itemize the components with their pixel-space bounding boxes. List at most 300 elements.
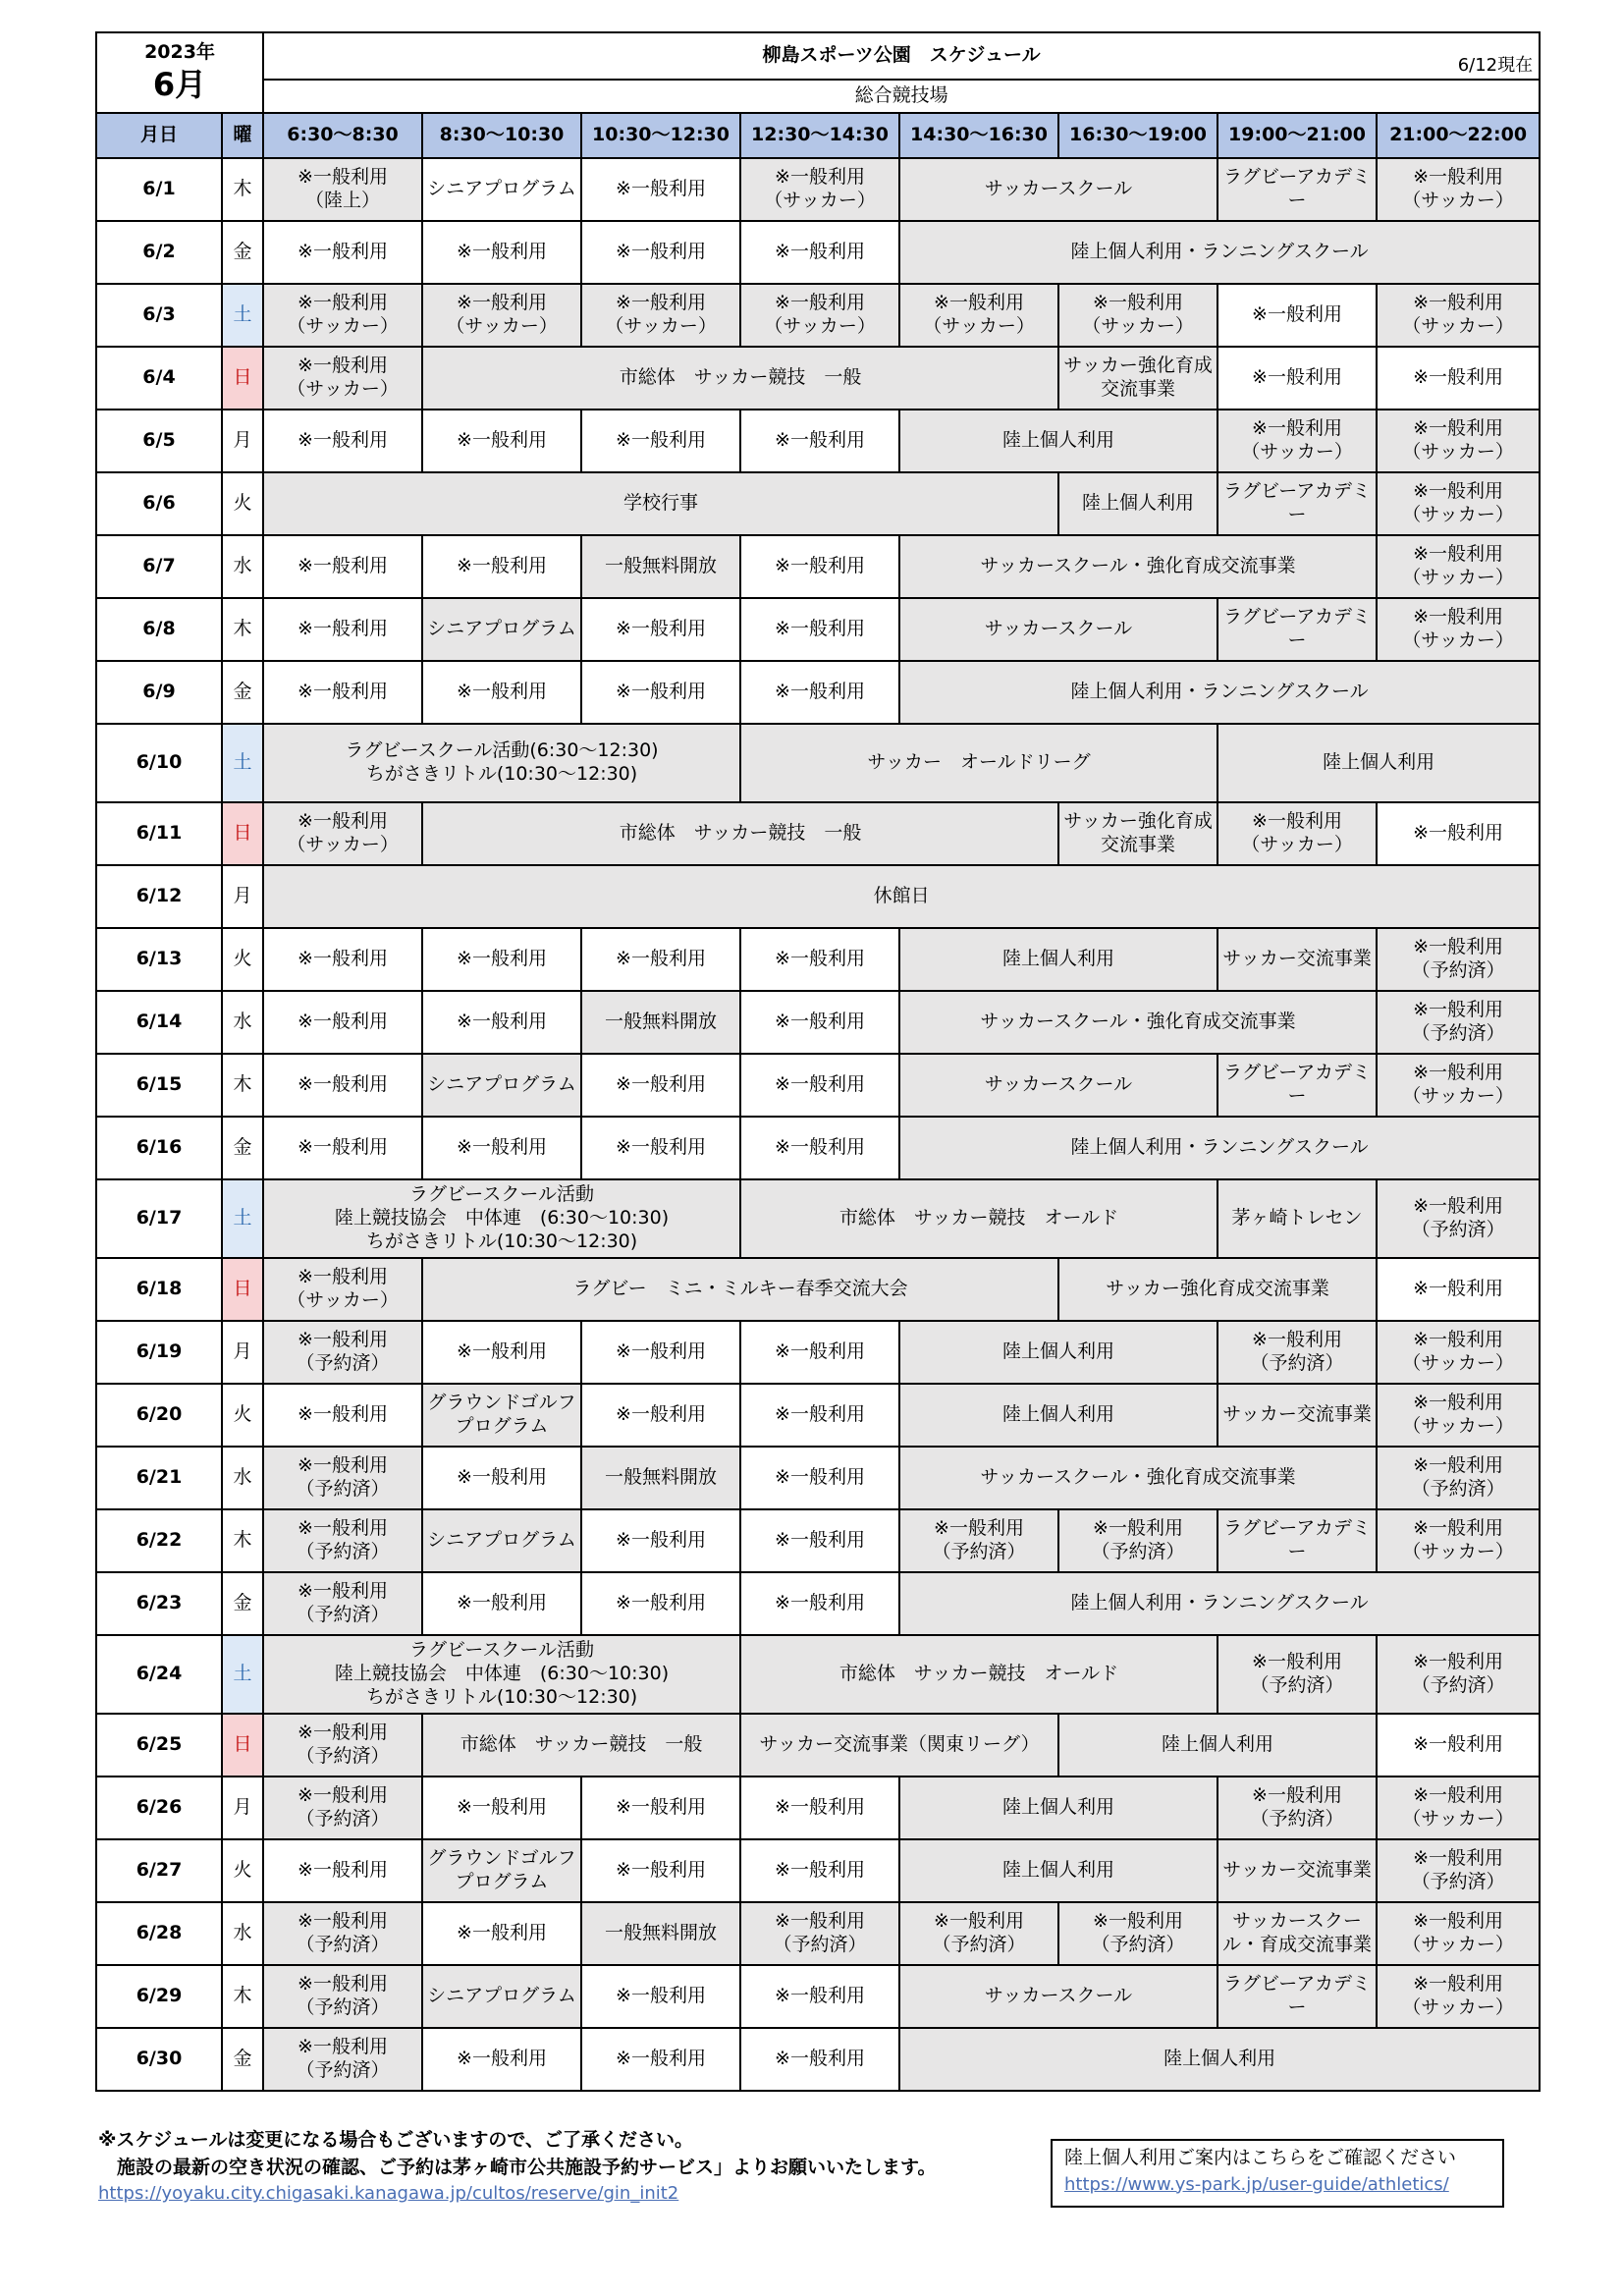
schedule-cell bbox=[740, 1321, 899, 1384]
schedule-cell-text: ※一般利用 （サッカー） bbox=[1402, 417, 1514, 463]
schedule-cell-text: ※一般利用 （サッカー） bbox=[1402, 292, 1514, 337]
schedule-cell-text: ※一般利用 （サッカー） bbox=[1402, 166, 1514, 211]
schedule-cell-text: サッカー交流事業 bbox=[1222, 1403, 1372, 1426]
schedule-cell bbox=[581, 1117, 740, 1179]
schedule-cell bbox=[581, 991, 740, 1054]
schedule-cell bbox=[422, 1117, 581, 1179]
schedule-cell-text: ラグビーアカデミー bbox=[1222, 480, 1372, 525]
schedule-cell-text: ※一般利用 bbox=[616, 681, 706, 703]
schedule-cell bbox=[1377, 1179, 1540, 1258]
schedule-cell-text: ※一般利用 bbox=[775, 1529, 865, 1552]
schedule-cell-text: 市総体 サッカー競技 オールド bbox=[839, 1663, 1119, 1685]
schedule-cell bbox=[1217, 1509, 1377, 1572]
schedule-cell-text: ラグビースクール活動 陸上競技協会 中体連 (6:30～10:30) ちがさきリトル(10:30～12:30) bbox=[334, 1183, 670, 1252]
schedule-cell-text: ※一般利用 bbox=[1413, 366, 1504, 389]
schedule-cell-text: ※一般利用 （予約済） bbox=[1411, 1847, 1505, 1892]
row-date: 6/6 bbox=[96, 472, 222, 535]
schedule-cell-text: ※一般利用 （サッカー） bbox=[1241, 417, 1353, 463]
schedule-cell-text: ※一般利用 bbox=[457, 1466, 547, 1489]
schedule-cell-text: ※一般利用 （サッカー） bbox=[764, 292, 876, 337]
schedule-cell bbox=[1377, 598, 1540, 661]
schedule-cell bbox=[422, 661, 581, 724]
schedule-cell bbox=[1058, 472, 1217, 535]
schedule-cell bbox=[1377, 1509, 1540, 1572]
schedule-cell-text: ※一般利用 bbox=[298, 429, 388, 452]
row-date: 6/30 bbox=[96, 2028, 222, 2091]
schedule-cell bbox=[263, 1054, 422, 1117]
schedule-cell bbox=[263, 535, 422, 598]
schedule-cell-text: ※一般利用 bbox=[1252, 366, 1342, 389]
schedule-cell-text: サッカースクール bbox=[984, 618, 1133, 640]
schedule-cell-text: ※一般利用 （予約済） bbox=[296, 1517, 390, 1562]
schedule-cell bbox=[1217, 1777, 1377, 1839]
schedule-cell bbox=[1217, 284, 1377, 347]
schedule-row bbox=[96, 802, 1540, 865]
schedule-cell-text: シニアプログラム bbox=[427, 1985, 576, 2007]
schedule-cell bbox=[422, 1965, 581, 2028]
schedule-cell-text: 市総体 サッカー競技 一般 bbox=[460, 1733, 703, 1756]
row-day-of-week: 水 bbox=[222, 991, 263, 1054]
schedule-cell-text: ※一般利用 bbox=[775, 1136, 865, 1159]
schedule-cell-text: サッカースクール bbox=[984, 1985, 1133, 2007]
schedule-cell-text: ※一般利用 （予約済） bbox=[296, 1722, 390, 1767]
as-of-label: 6/12現在 bbox=[1457, 54, 1534, 76]
schedule-cell-text: サッカー強化育成交流事業 bbox=[1063, 810, 1213, 855]
time-slot-header: 10:30～12:30 bbox=[581, 113, 740, 158]
schedule-cell bbox=[263, 1777, 422, 1839]
row-date: 6/13 bbox=[96, 928, 222, 991]
schedule-cell bbox=[1377, 1258, 1540, 1321]
schedule-cell bbox=[422, 1054, 581, 1117]
schedule-cell bbox=[581, 1054, 740, 1117]
schedule-cell bbox=[1377, 991, 1540, 1054]
schedule-cell bbox=[263, 347, 422, 410]
schedule-cell bbox=[899, 1902, 1058, 1965]
row-date: 6/18 bbox=[96, 1258, 222, 1321]
schedule-cell-text: 陸上個人利用 bbox=[1002, 1796, 1115, 1819]
schedule-cell-text: 陸上個人利用 bbox=[1002, 429, 1115, 452]
schedule-cell-text: 陸上個人利用 bbox=[1002, 1403, 1115, 1426]
schedule-cell bbox=[263, 410, 422, 472]
schedule-cell bbox=[263, 1965, 422, 2028]
time-slot-header: 8:30～10:30 bbox=[422, 113, 581, 158]
schedule-cell-text: ※一般利用 bbox=[298, 1136, 388, 1159]
schedule-cell bbox=[422, 1902, 581, 1965]
schedule-cell-text: ※一般利用 bbox=[1413, 822, 1504, 845]
schedule-row bbox=[96, 1179, 1540, 1258]
schedule-cell-text: ラグビースクール活動(6:30～12:30) ちがさきリトル(10:30～12:30) bbox=[345, 739, 659, 785]
schedule-cell bbox=[263, 1447, 422, 1509]
schedule-cell-text: ※一般利用 （サッカー） bbox=[1082, 292, 1194, 337]
schedule-cell-text: ※一般利用 （予約済） bbox=[296, 1973, 390, 2018]
athletics-info-box bbox=[1051, 2139, 1504, 2208]
schedule-cell bbox=[581, 598, 740, 661]
row-day-of-week: 木 bbox=[222, 1054, 263, 1117]
schedule-cell bbox=[1377, 347, 1540, 410]
schedule-cell-text: ※一般利用 （予約済） bbox=[1411, 1651, 1505, 1696]
schedule-cell-text: シニアプログラム bbox=[427, 1529, 576, 1552]
schedule-cell-text: サッカースクール bbox=[984, 1073, 1133, 1096]
schedule-cell-text: サッカースクール bbox=[984, 178, 1133, 200]
schedule-cell bbox=[581, 1572, 740, 1635]
schedule-cell bbox=[263, 1509, 422, 1572]
schedule-cell-text: ※一般利用 （サッカー） bbox=[287, 355, 399, 400]
schedule-cell-text: 一般無料開放 bbox=[605, 1922, 718, 1944]
schedule-cell-text: ※一般利用 （陸上） bbox=[298, 166, 388, 211]
schedule-cell bbox=[899, 1384, 1217, 1447]
schedule-cell-text: ラグビーアカデミー bbox=[1222, 1062, 1372, 1107]
schedule-cell bbox=[1377, 1839, 1540, 1902]
time-slot-header: 14:30～16:30 bbox=[899, 113, 1058, 158]
schedule-cell-text: ※一般利用 （サッカー） bbox=[287, 1266, 399, 1311]
schedule-cell bbox=[581, 1384, 740, 1447]
month-cell bbox=[96, 32, 263, 113]
schedule-cell bbox=[263, 284, 422, 347]
row-day-of-week: 木 bbox=[222, 158, 263, 221]
schedule-cell bbox=[740, 928, 899, 991]
schedule-cell-text: ※一般利用 bbox=[457, 681, 547, 703]
schedule-cell-text: ※一般利用 （予約済） bbox=[296, 1454, 390, 1500]
schedule-cell bbox=[1377, 472, 1540, 535]
schedule-cell-text: 休館日 bbox=[873, 885, 930, 907]
schedule-cell-text: ※一般利用 bbox=[298, 1073, 388, 1096]
schedule-cell-text: 陸上個人利用・ランニングスクール bbox=[1070, 1592, 1369, 1614]
schedule-cell-text: ※一般利用 bbox=[298, 948, 388, 970]
schedule-cell-text: シニアプログラム bbox=[427, 618, 576, 640]
schedule-cell bbox=[740, 598, 899, 661]
schedule-cell-text: ※一般利用 bbox=[616, 1529, 706, 1552]
schedule-row bbox=[96, 1902, 1540, 1965]
schedule-cell-text: ※一般利用 bbox=[457, 241, 547, 263]
schedule-cell bbox=[1058, 284, 1217, 347]
row-date: 6/15 bbox=[96, 1054, 222, 1117]
schedule-cell bbox=[263, 1384, 422, 1447]
schedule-cell bbox=[899, 1509, 1058, 1572]
schedule-cell-text: ※一般利用 bbox=[457, 555, 547, 577]
row-day-of-week: 土 bbox=[222, 1179, 263, 1258]
schedule-cell-text: ※一般利用 bbox=[298, 1859, 388, 1882]
schedule-cell-text: サッカー交流事業（関東リーグ） bbox=[759, 1733, 1040, 1756]
schedule-cell-text: 一般無料開放 bbox=[605, 1011, 718, 1033]
schedule-cell bbox=[740, 1509, 899, 1572]
schedule-cell-text: ※一般利用 （サッカー） bbox=[1402, 1392, 1514, 1437]
schedule-cell-text: 茅ヶ崎トレセン bbox=[1231, 1207, 1363, 1230]
schedule-cell-text: サッカー交流事業 bbox=[1222, 1859, 1372, 1882]
schedule-cell bbox=[581, 1321, 740, 1384]
schedule-cell-text: ※一般利用 （予約済） bbox=[296, 1580, 390, 1625]
schedule-cell bbox=[1058, 1509, 1217, 1572]
schedule-cell-text: 市総体 サッカー競技 一般 bbox=[619, 822, 862, 845]
footer-note: ※スケジュールは変更になる場合もございますので、ご了承ください。 施設の最新の空き状況の確認、ご予約は茅ヶ崎市公共施設予約サービス」よりお願いいたします。 bbox=[98, 2129, 937, 2178]
row-day-of-week: 日 bbox=[222, 1258, 263, 1321]
time-slot-header: 6:30～8:30 bbox=[263, 113, 422, 158]
schedule-cell-text: 学校行事 bbox=[623, 492, 699, 515]
schedule-row bbox=[96, 724, 1540, 802]
row-day-of-week: 月 bbox=[222, 1777, 263, 1839]
schedule-cell bbox=[1377, 802, 1540, 865]
schedule-cell-text: ※一般利用 bbox=[457, 1136, 547, 1159]
reservation-link[interactable]: https://yoyaku.city.chigasaki.kanagawa.jp/cultos/reserve/gin_init2 bbox=[98, 2183, 679, 2205]
schedule-cell-text: ※一般利用 （サッカー） bbox=[1402, 606, 1514, 651]
schedule-cell-text: 陸上個人利用 bbox=[1002, 1340, 1115, 1363]
schedule-cell bbox=[263, 1179, 740, 1258]
schedule-cell bbox=[1217, 598, 1377, 661]
schedule-row bbox=[96, 1054, 1540, 1117]
row-date: 6/4 bbox=[96, 347, 222, 410]
schedule-cell bbox=[581, 1777, 740, 1839]
schedule-cell bbox=[422, 598, 581, 661]
schedule-cell-text: 陸上個人利用 bbox=[1002, 948, 1115, 970]
schedule-cell bbox=[263, 598, 422, 661]
schedule-row bbox=[96, 1635, 1540, 1714]
schedule-cell bbox=[899, 598, 1217, 661]
schedule-cell-text: ※一般利用 bbox=[775, 1340, 865, 1363]
schedule-cell bbox=[1377, 1321, 1540, 1384]
row-day-of-week: 火 bbox=[222, 928, 263, 991]
schedule-cell-text: ※一般利用 （予約済） bbox=[1250, 1329, 1344, 1374]
schedule-sheet bbox=[95, 31, 1539, 2092]
schedule-cell bbox=[899, 158, 1217, 221]
schedule-cell bbox=[899, 1447, 1377, 1509]
schedule-cell-text: サッカー オールドリーグ bbox=[867, 751, 1091, 774]
schedule-cell bbox=[581, 661, 740, 724]
schedule-cell bbox=[1217, 158, 1377, 221]
schedule-body bbox=[96, 32, 1540, 2091]
schedule-cell bbox=[1058, 802, 1217, 865]
schedule-cell-text: ※一般利用 （予約済） bbox=[1411, 1195, 1505, 1240]
schedule-cell bbox=[263, 1902, 422, 1965]
schedule-cell bbox=[422, 1572, 581, 1635]
schedule-cell bbox=[263, 1258, 422, 1321]
schedule-cell bbox=[899, 1965, 1217, 2028]
schedule-cell-text: ※一般利用 bbox=[616, 241, 706, 263]
schedule-cell-text: 陸上個人利用 bbox=[1082, 492, 1195, 515]
schedule-cell bbox=[740, 1447, 899, 1509]
schedule-cell-text: 陸上個人利用 bbox=[1162, 1733, 1274, 1756]
schedule-cell-text: ※一般利用 bbox=[298, 555, 388, 577]
schedule-row bbox=[96, 347, 1540, 410]
footer bbox=[98, 2127, 1021, 2207]
schedule-cell-text: サッカー強化育成交流事業 bbox=[1106, 1278, 1329, 1300]
schedule-cell-text: ※一般利用 bbox=[775, 241, 865, 263]
schedule-cell bbox=[740, 1635, 1217, 1714]
schedule-cell bbox=[740, 221, 899, 284]
schedule-cell bbox=[422, 158, 581, 221]
schedule-row bbox=[96, 1258, 1540, 1321]
schedule-cell bbox=[1217, 928, 1377, 991]
schedule-cell-text: 陸上個人利用・ランニングスクール bbox=[1070, 681, 1369, 703]
schedule-cell-text: 陸上個人利用 bbox=[1323, 751, 1435, 774]
schedule-cell-text: ※一般利用 bbox=[616, 1403, 706, 1426]
schedule-row bbox=[96, 1714, 1540, 1777]
schedule-cell-text: ※一般利用 （サッカー） bbox=[446, 292, 558, 337]
schedule-cell-text: ※一般利用 bbox=[298, 1403, 388, 1426]
time-slot-header: 12:30～14:30 bbox=[740, 113, 899, 158]
schedule-cell bbox=[422, 1509, 581, 1572]
schedule-cell-text: 陸上個人利用・ランニングスクール bbox=[1070, 241, 1369, 263]
schedule-cell-text: ※一般利用 bbox=[457, 429, 547, 452]
schedule-cell bbox=[740, 284, 899, 347]
schedule-cell-text: ※一般利用 bbox=[616, 1340, 706, 1363]
schedule-cell-text: ※一般利用 bbox=[616, 2048, 706, 2070]
schedule-cell-text: ※一般利用 （予約済） bbox=[1091, 1517, 1185, 1562]
schedule-cell bbox=[422, 535, 581, 598]
schedule-row bbox=[96, 158, 1540, 221]
time-slot-header: 19:00～21:00 bbox=[1217, 113, 1377, 158]
row-date: 6/26 bbox=[96, 1777, 222, 1839]
schedule-cell bbox=[263, 158, 422, 221]
row-day-of-week: 金 bbox=[222, 1572, 263, 1635]
schedule-cell bbox=[740, 991, 899, 1054]
schedule-cell bbox=[740, 1965, 899, 2028]
row-date: 6/29 bbox=[96, 1965, 222, 2028]
schedule-cell bbox=[581, 1447, 740, 1509]
schedule-cell bbox=[263, 1635, 740, 1714]
row-date: 6/7 bbox=[96, 535, 222, 598]
schedule-table bbox=[95, 31, 1541, 2092]
schedule-cell-text: ※一般利用 （予約済） bbox=[296, 1784, 390, 1830]
schedule-cell-text: ※一般利用 bbox=[775, 1466, 865, 1489]
schedule-cell-text: ※一般利用 （サッカー） bbox=[764, 166, 876, 211]
schedule-cell-text: サッカー強化育成交流事業 bbox=[1063, 355, 1213, 400]
schedule-cell bbox=[1217, 1179, 1377, 1258]
schedule-cell bbox=[899, 1777, 1217, 1839]
schedule-cell-text: ※一般利用 （予約済） bbox=[1250, 1651, 1344, 1696]
schedule-cell-text: ※一般利用 bbox=[1413, 1733, 1504, 1756]
schedule-cell bbox=[581, 1965, 740, 2028]
row-date: 6/3 bbox=[96, 284, 222, 347]
schedule-cell bbox=[740, 1714, 1058, 1777]
schedule-cell bbox=[740, 158, 899, 221]
schedule-cell bbox=[422, 1839, 581, 1902]
schedule-cell-text: 陸上個人利用 bbox=[1002, 1859, 1115, 1882]
schedule-row bbox=[96, 928, 1540, 991]
time-slot-header: 16:30～19:00 bbox=[1058, 113, 1217, 158]
schedule-cell bbox=[263, 1321, 422, 1384]
row-date: 6/14 bbox=[96, 991, 222, 1054]
schedule-cell bbox=[899, 661, 1540, 724]
row-date: 6/11 bbox=[96, 802, 222, 865]
schedule-cell-text: ※一般利用 （予約済） bbox=[1091, 1910, 1185, 1955]
row-date: 6/1 bbox=[96, 158, 222, 221]
column-header-row bbox=[96, 113, 1540, 158]
schedule-cell bbox=[1217, 1902, 1377, 1965]
schedule-cell bbox=[1217, 1384, 1377, 1447]
schedule-cell bbox=[1058, 1902, 1217, 1965]
schedule-cell bbox=[1217, 1321, 1377, 1384]
row-day-of-week: 日 bbox=[222, 347, 263, 410]
schedule-cell-text: ※一般利用 bbox=[775, 1011, 865, 1033]
schedule-cell-text: グラウンドゴルフ プログラム bbox=[427, 1847, 576, 1892]
schedule-cell-text: ※一般利用 （予約済） bbox=[296, 1910, 390, 1955]
schedule-cell bbox=[1377, 1635, 1540, 1714]
schedule-cell bbox=[422, 1714, 740, 1777]
schedule-cell-text: ラグビーアカデミー bbox=[1222, 1973, 1372, 2018]
schedule-cell-text: ※一般利用 bbox=[616, 1796, 706, 1819]
schedule-cell-text: サッカースクール・育成交流事業 bbox=[1222, 1910, 1373, 1955]
schedule-cell-text: サッカー交流事業 bbox=[1222, 948, 1372, 970]
schedule-cell bbox=[422, 1384, 581, 1447]
schedule-cell-text: ※一般利用 bbox=[298, 618, 388, 640]
schedule-row bbox=[96, 472, 1540, 535]
schedule-cell bbox=[740, 724, 1217, 802]
schedule-cell bbox=[1377, 928, 1540, 991]
schedule-cell-text: ※一般利用 （サッカー） bbox=[1402, 543, 1514, 588]
row-date: 6/5 bbox=[96, 410, 222, 472]
row-day-of-week: 木 bbox=[222, 1509, 263, 1572]
schedule-cell-text: ※一般利用 bbox=[616, 1592, 706, 1614]
row-date: 6/19 bbox=[96, 1321, 222, 1384]
time-slot-header: 21:00～22:00 bbox=[1377, 113, 1540, 158]
schedule-cell bbox=[263, 1572, 422, 1635]
schedule-cell bbox=[740, 1572, 899, 1635]
schedule-cell bbox=[1217, 724, 1540, 802]
schedule-cell bbox=[1217, 472, 1377, 535]
schedule-cell bbox=[899, 221, 1540, 284]
row-day-of-week: 金 bbox=[222, 661, 263, 724]
row-day-of-week: 日 bbox=[222, 802, 263, 865]
athletics-info-link[interactable]: https://www.ys-park.jp/user-guide/athletics/ bbox=[1064, 2173, 1449, 2195]
row-day-of-week: 水 bbox=[222, 1447, 263, 1509]
schedule-cell bbox=[1217, 410, 1377, 472]
schedule-cell-text: ※一般利用 （予約済） bbox=[296, 2036, 390, 2081]
schedule-cell-text: ※一般利用 （予約済） bbox=[932, 1910, 1026, 1955]
schedule-cell-text: ※一般利用 bbox=[616, 1859, 706, 1882]
schedule-cell bbox=[1058, 1258, 1377, 1321]
schedule-cell bbox=[899, 928, 1217, 991]
row-date: 6/27 bbox=[96, 1839, 222, 1902]
schedule-cell bbox=[1217, 1965, 1377, 2028]
schedule-cell-text: ※一般利用 bbox=[775, 1796, 865, 1819]
schedule-cell bbox=[1217, 1839, 1377, 1902]
schedule-cell-text: 陸上個人利用 bbox=[1163, 2048, 1276, 2070]
schedule-cell-text: ラグビーアカデミー bbox=[1222, 166, 1372, 211]
row-day-of-week: 土 bbox=[222, 284, 263, 347]
schedule-cell bbox=[581, 535, 740, 598]
schedule-cell-text: ※一般利用 （サッカー） bbox=[1402, 1062, 1514, 1107]
schedule-cell bbox=[740, 2028, 899, 2091]
schedule-cell-text: ※一般利用 （サッカー） bbox=[1402, 1973, 1514, 2018]
schedule-cell bbox=[1377, 1902, 1540, 1965]
schedule-cell bbox=[263, 865, 1540, 928]
schedule-cell bbox=[899, 2028, 1540, 2091]
schedule-cell-text: ※一般利用 bbox=[457, 2048, 547, 2070]
schedule-cell bbox=[263, 1117, 422, 1179]
schedule-cell-text: ラグビースクール活動 陸上競技協会 中体連 (6:30～10:30) ちがさきリトル(10:30～12:30) bbox=[334, 1639, 670, 1708]
schedule-cell-text: ※一般利用 （予約済） bbox=[1411, 936, 1505, 981]
schedule-cell bbox=[422, 347, 1058, 410]
schedule-cell-text: ラグビー ミニ・ミルキー春季交流大会 bbox=[572, 1278, 908, 1300]
schedule-cell bbox=[263, 928, 422, 991]
schedule-cell bbox=[581, 221, 740, 284]
schedule-cell-text: ※一般利用 bbox=[775, 1859, 865, 1882]
schedule-cell-text: ※一般利用 bbox=[457, 1340, 547, 1363]
schedule-cell-text: グラウンドゴルフ プログラム bbox=[427, 1392, 576, 1437]
schedule-row bbox=[96, 2028, 1540, 2091]
schedule-cell bbox=[263, 661, 422, 724]
schedule-cell-text: ※一般利用 （サッカー） bbox=[923, 292, 1035, 337]
schedule-cell bbox=[740, 1054, 899, 1117]
schedule-cell bbox=[1377, 1777, 1540, 1839]
schedule-cell-text: ※一般利用 bbox=[775, 555, 865, 577]
schedule-cell bbox=[263, 221, 422, 284]
schedule-cell bbox=[581, 928, 740, 991]
schedule-cell bbox=[740, 410, 899, 472]
schedule-cell bbox=[263, 991, 422, 1054]
schedule-cell bbox=[422, 802, 1058, 865]
venue-label: 総合競技場 bbox=[263, 80, 1540, 113]
schedule-row bbox=[96, 598, 1540, 661]
